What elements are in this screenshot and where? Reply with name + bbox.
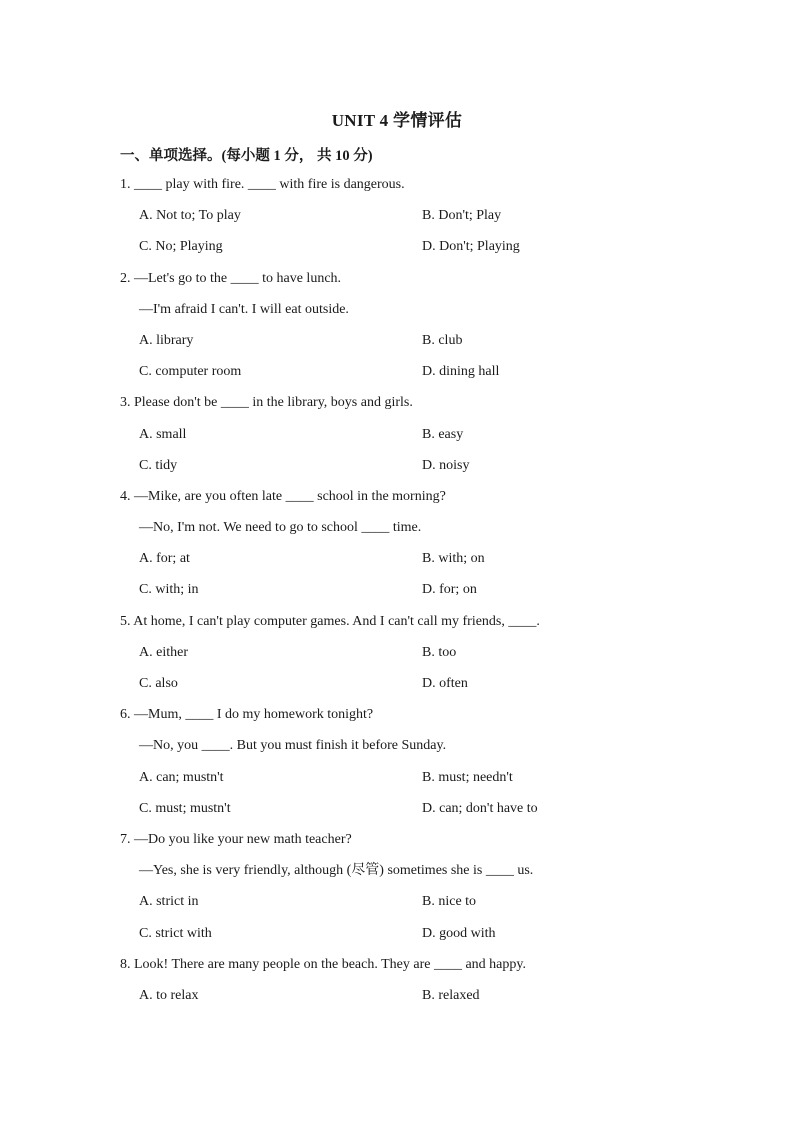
option-b: B. relaxed bbox=[422, 987, 480, 1003]
option-b: B. must; needn't bbox=[422, 769, 513, 785]
question-5-options-row-2 bbox=[120, 674, 720, 705]
question-7-stem: 7. —Do you like your new math teacher? bbox=[120, 831, 352, 847]
question-2-response: —I'm afraid I can't. I will eat outside. bbox=[139, 301, 349, 317]
option-d: D. for; on bbox=[422, 582, 477, 598]
question-7-options-row-2 bbox=[120, 924, 720, 955]
option-d: D. often bbox=[422, 676, 468, 691]
option-a: A. small bbox=[139, 426, 187, 442]
question-7-response: —Yes, she is very friendly, although (尽管) sometimes she is ____ us. bbox=[139, 863, 534, 879]
option-c: C. must; mustn't bbox=[139, 800, 231, 816]
question-1-stem: 1. ____ play with fire. ____ with fire is dangerous. bbox=[120, 177, 405, 192]
question-4-response: —No, I'm not. We need to go to school ____ time. bbox=[139, 520, 422, 536]
option-c: C. with; in bbox=[139, 582, 199, 598]
page-title: UNIT 4 学情评估 bbox=[331, 111, 463, 130]
option-a: A. Not to; To play bbox=[139, 208, 241, 224]
option-b: B. nice to bbox=[422, 894, 477, 910]
option-d: D. dining hall bbox=[422, 364, 500, 380]
option-d: D. can; don't have to bbox=[422, 800, 538, 816]
question-4-stem: 4. —Mike, are you often late ____ school in the morning? bbox=[120, 488, 446, 504]
option-b: B. easy bbox=[422, 426, 464, 442]
question-4-options-row-2 bbox=[120, 580, 720, 611]
option-c: C. tidy bbox=[139, 457, 178, 473]
question-2-options-row-2 bbox=[120, 362, 720, 393]
section-heading: 一、单项选择。(每小题 1 分， 共 10 分) bbox=[120, 148, 373, 164]
question-7-options-row-1 bbox=[120, 892, 720, 923]
question-8-options-row-1 bbox=[120, 986, 720, 1017]
question-5-stem: 5. At home, I can't play computer games. And I can't call my friends, ____. bbox=[120, 613, 540, 629]
question-3-options-row-2 bbox=[120, 456, 720, 487]
question-2-options-row-1 bbox=[120, 331, 720, 362]
option-a: A. can; mustn't bbox=[139, 769, 224, 785]
option-a: A. either bbox=[139, 644, 188, 660]
option-c: C. No; Playing bbox=[139, 239, 223, 255]
question-6-options-row-1 bbox=[120, 768, 720, 799]
option-c: C. strict with bbox=[139, 925, 212, 941]
question-6-response: —No, you ____. But you must finish it before Sunday. bbox=[139, 738, 447, 754]
option-c: C. also bbox=[139, 676, 178, 691]
option-d: D. good with bbox=[422, 925, 496, 941]
option-b: B. with; on bbox=[422, 551, 485, 567]
question-3-stem: 3. Please don't be ____ in the library, boys and girls. bbox=[120, 395, 413, 411]
question-6-stem: 6. —Mum, ____ I do my homework tonight? bbox=[120, 707, 374, 723]
option-a: A. library bbox=[139, 332, 194, 348]
option-b: B. Don't; Play bbox=[422, 208, 502, 224]
question-list bbox=[120, 175, 720, 1017]
option-c: C. computer room bbox=[139, 364, 242, 380]
option-d: D. noisy bbox=[422, 457, 470, 473]
option-b: B. club bbox=[422, 332, 463, 348]
question-3-options-row-1 bbox=[120, 425, 720, 456]
option-b: B. too bbox=[422, 644, 457, 660]
option-a: A. strict in bbox=[139, 894, 199, 910]
question-8-stem: 8. Look! There are many people on the beach. They are ____ and happy. bbox=[120, 956, 526, 972]
question-4-options-row-1 bbox=[120, 549, 720, 580]
option-d: D. Don't; Playing bbox=[422, 239, 520, 255]
question-5-options-row-1 bbox=[120, 643, 720, 674]
question-6-options-row-2 bbox=[120, 799, 720, 830]
option-a: A. to relax bbox=[139, 987, 199, 1003]
question-1-options-row-2 bbox=[120, 237, 720, 268]
question-2-stem: 2. —Let's go to the ____ to have lunch. bbox=[120, 270, 342, 286]
question-1-options-row-1 bbox=[120, 206, 720, 237]
option-a: A. for; at bbox=[139, 551, 190, 567]
